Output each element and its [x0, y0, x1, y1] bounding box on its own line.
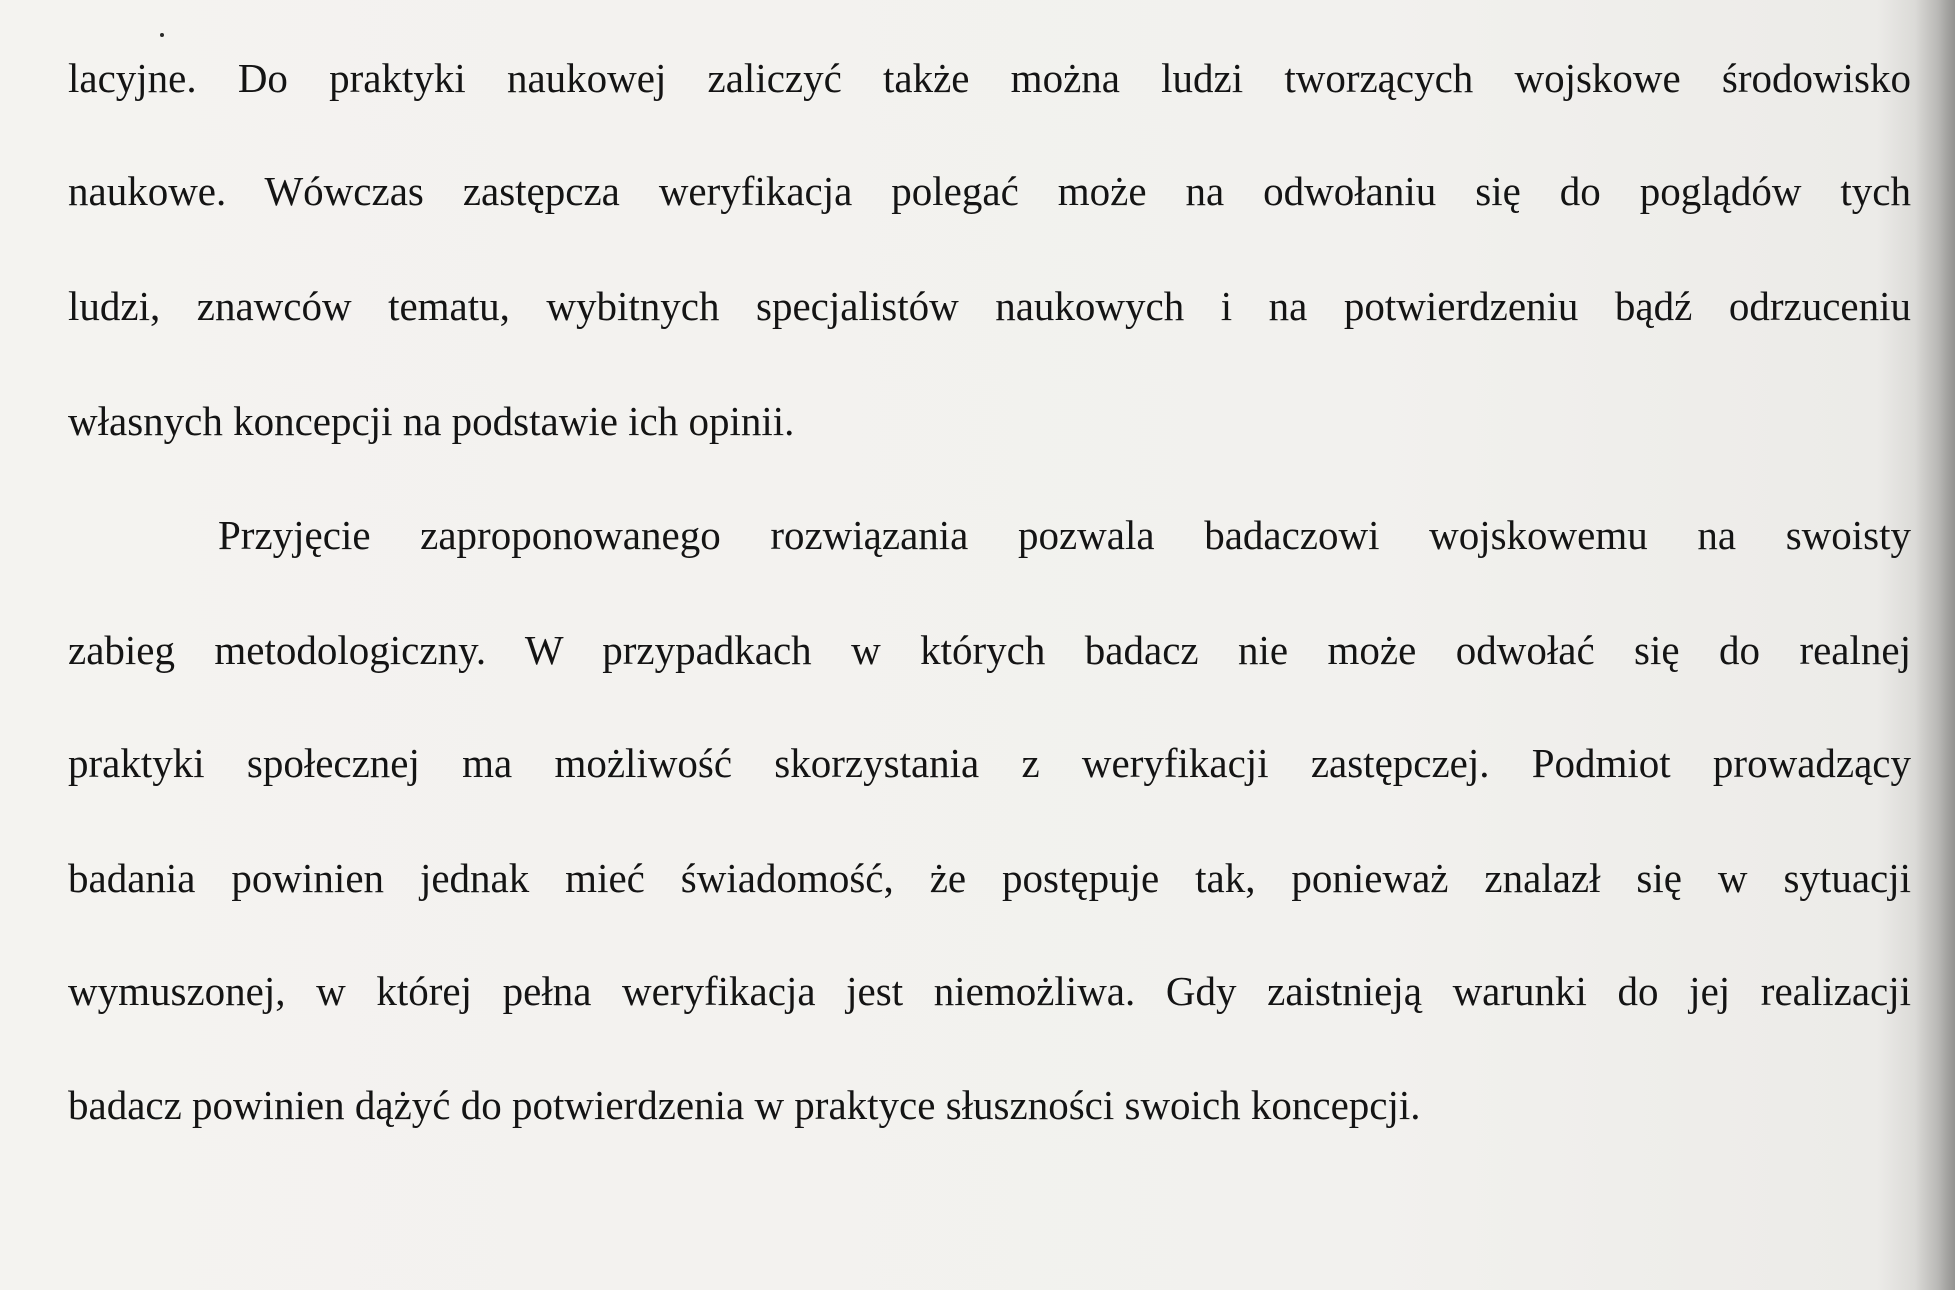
scan-speck	[160, 33, 164, 37]
paragraph-2-line-4: badania powinien jednak mieć świadomość, że postępuje tak, ponieważ znalazł się w sytuacji	[68, 855, 1911, 901]
paragraph-2-line-1: Przyjęcie zaproponowanego rozwiązania pozwala badaczowi wojskowemu na swoisty	[218, 512, 1911, 558]
paragraph-1-line-1: lacyjne. Do praktyki naukowej zaliczyć także można ludzi tworzących wojskowe środowisko	[68, 55, 1911, 101]
paragraph-2-line-2: zabieg metodologiczny. W przypadkach w których badacz nie może odwołać się do realnej	[68, 627, 1911, 673]
paragraph-2-line-6: badacz powinien dążyć do potwierdzenia w praktyce słuszności swoich koncepcji.	[68, 1082, 1421, 1128]
paragraph-1-line-4: własnych koncepcji na podstawie ich opinii.	[68, 398, 795, 444]
paragraph-1-line-3: ludzi, znawców tematu, wybitnych specjalistów naukowych i na potwierdzeniu bądź odrzuceniu	[68, 283, 1911, 329]
paragraph-1-line-2: naukowe. Wówczas zastępcza weryfikacja polegać może na odwołaniu się do poglądów tych	[68, 168, 1911, 214]
paragraph-2-line-3: praktyki społecznej ma możliwość skorzystania z weryfikacji zastępczej. Podmiot prowadzący	[68, 740, 1911, 786]
paragraph-2-line-5: wymuszonej, w której pełna weryfikacja jest niemożliwa. Gdy zaistnieją warunki do jej realizacji	[68, 968, 1911, 1014]
